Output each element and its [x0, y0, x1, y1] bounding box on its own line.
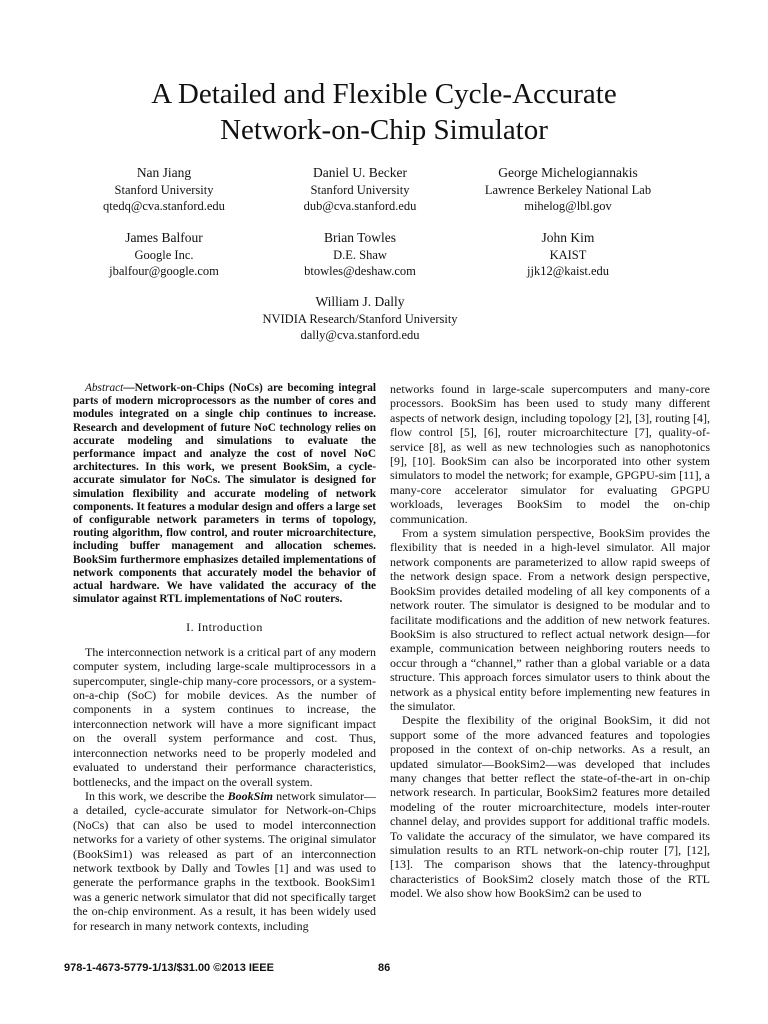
intro-paragraph-2: [73, 789, 376, 933]
right-paragraph-3: Despite the flexibility of the original BookSim, it did not support some of the more advanced features and topologies proposed in the context of on-chip networks. As a result, an updated simulator—BookSim2—was developed that includes many changes that better reflect the state-of-the-art in on-chip network research. In particular, BookSim2 features more detailed modeling of the router microarchitecture, models inter-router channel delay, and provides support for additional traffic models. To validate the accuracy of the simulator, we have compared its simulation results to an RTL network-on-chip router [7], [12], [13]. The comparison shows that the latency-throughput characteristics of BookSim2 closely match those of the RTL model. We also show how BookSim2 can be used to: [390, 713, 710, 901]
abstract-text: —Network-on-Chips (NoCs) are becoming integral parts of modern microprocessors as the number of cores and modules integrated on a single chip continues to increase. Research and development of future NoC technology relies on accurate modeling and simulations to evaluate the performance impact and analyze the cost of novel NoC architectures. In this work, we present BookSim, a cycle-accurate simulator for NoCs. The simulator is designed for simulation flexibility and accurate modeling of network components. It features a modular design and offers a large set of configurable network parameters in terms of topology, routing algorithm, flow control, and router microarchitecture, including buffer management and allocation schemes. BookSim furthermore emphasizes detailed implementations of network components that accurately model the behavior of actual hardware. We have validated the accuracy of the simulator against RTL implementations of NoC routers.: [73, 382, 376, 606]
intro-p2-rest: network simulator—a detailed, cycle-accurate simulator for Network-on-Chips (NoCs) that can also be used to model interconnection networks for a variety of other systems. The original simulator (BookSim1) was released as part of an interconnection network textbook by Dally and Towles [1] and was used to generate the performance graphs in the textbook. BookSim1 was a generic network simulator that did not specifically target the on-chip environment. As a result, it has been widely used for research in many network contexts, including: [73, 788, 376, 933]
intro-p2-start: In this work, we describe the: [85, 788, 228, 803]
booksim-emphasis: BookSim: [227, 788, 273, 803]
author-affiliation: NVIDIA Research/Stanford University: [262, 312, 458, 326]
author-email: dally@cva.stanford.edu: [300, 328, 420, 342]
author-email: mihelog@lbl.gov: [524, 199, 612, 213]
author-affiliation: Google Inc.: [134, 248, 194, 262]
author-block: [448, 164, 688, 214]
author-block: [448, 229, 688, 279]
author-name: George Michelogiannakis: [498, 165, 638, 180]
footer-isbn: 978-1-4673-5779-1/13/$31.00 ©2013 IEEE: [64, 962, 274, 974]
title-line-1: A Detailed and Flexible Cycle-Accurate: [151, 78, 617, 110]
author-block: [240, 164, 480, 214]
right-paragraph-1: networks found in large-scale supercomputers and many-core processors. BookSim has been used to study many different aspects of network design, including topology [2], [3], routing [4], flow control [5], [6], router microarchitecture [7], quality-of-service [8], as well as new technologies such as nanophotonics [9], [10]. BookSim can also be incorporated into other system simulators to model the network; for example, GPGPU-sim [11], a many-core accelerator simulator for evaluating GPGPU workloads, leverages BookSim to model the on-chip communication.: [390, 382, 710, 526]
author-block: [240, 293, 480, 343]
right-paragraph-2: From a system simulation perspective, BookSim provides the flexibility that is needed in a high-level simulator. All major network components are parameterized to allow rapid sweeps of the network design space. From a network design perspective, BookSim provides detailed modeling of all key components of a network router. The simulator is designed to be modular and to facilitate modifications and the addition of new network features. BookSim is also structured to reflect actual network design—for example, communication between neighboring routers needs to occur through a “channel,” rather than a global variable or a data structure. This approach forces simulator users to think about the network as a physical entity before implementing new features in the simulator.: [390, 526, 710, 713]
page-number: 86: [378, 962, 391, 974]
author-email: dub@cva.stanford.edu: [303, 199, 417, 213]
paper-title: [0, 76, 768, 148]
author-email: jjk12@kaist.edu: [527, 264, 609, 278]
title-line-2: Network-on-Chip Simulator: [220, 114, 548, 146]
left-column: [73, 382, 376, 933]
author-name: John Kim: [541, 230, 595, 245]
author-affiliation: Stanford University: [310, 183, 410, 197]
right-column: [390, 382, 710, 901]
section-heading: I. Introduction: [186, 620, 263, 635]
author-email: qtedq@cva.stanford.edu: [103, 199, 225, 213]
intro-paragraph-1: The interconnection network is a critical part of any modern computer system, including large-scale multiprocessors in a supercomputer, single-chip many-core processors, or a system-on-a-chip (SoC) for mobile devices. As the number of components in a system continues to increase, the interconnection network will have a more significant impact on the overall system performance and cost. Thus, interconnection networks need to be properly modeled and evaluated to understand their performance characteristics, bottlenecks, and the impact on the overall system.: [73, 644, 376, 789]
author-name: Nan Jiang: [136, 165, 192, 180]
author-name: James Balfour: [125, 230, 203, 245]
author-name: William J. Dally: [315, 294, 405, 309]
author-name: Brian Towles: [324, 230, 396, 245]
author-affiliation: Lawrence Berkeley National Lab: [484, 183, 652, 197]
author-affiliation: D.E. Shaw: [333, 248, 387, 262]
abstract-label: Abstract: [85, 382, 124, 394]
author-block: [240, 229, 480, 279]
author-affiliation: Stanford University: [114, 183, 214, 197]
author-email: btowles@deshaw.com: [304, 264, 416, 278]
abstract: [73, 382, 376, 606]
author-email: jbalfour@google.com: [109, 264, 219, 278]
author-name: Daniel U. Becker: [312, 165, 408, 180]
author-affiliation: KAIST: [549, 248, 587, 262]
